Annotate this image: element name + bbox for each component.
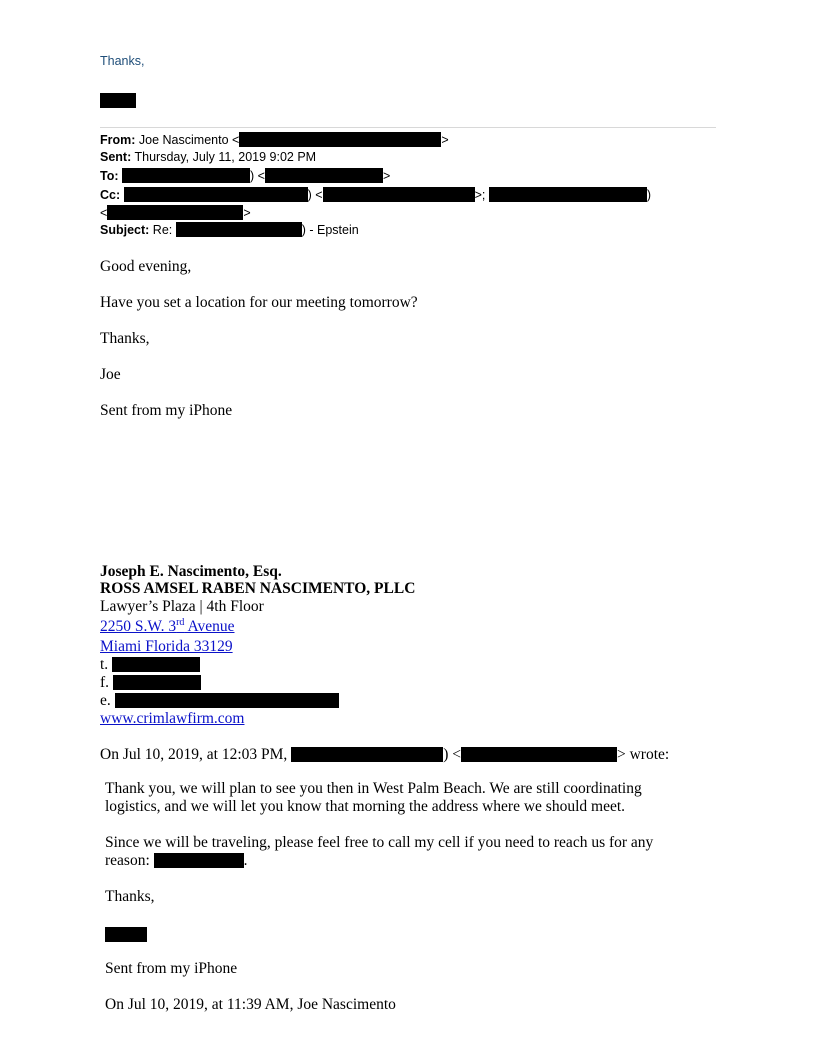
sent-line bbox=[100, 150, 316, 164]
cc-paren: ) bbox=[646, 188, 652, 202]
sig-website bbox=[100, 710, 244, 728]
body-sent-from: Sent from my iPhone bbox=[100, 402, 233, 419]
quote-p2-line2 bbox=[105, 852, 248, 870]
sig-name-text: Joseph E. Nascimento, Esq. bbox=[100, 563, 282, 580]
sig-address1: Lawyer’s Plaza | 4th Floor bbox=[100, 598, 264, 615]
quote-next-intro: On Jul 10, 2019, at 11:39 AM, Joe Nascimento bbox=[105, 996, 396, 1013]
sent-value: Thursday, July 11, 2019 9:02 PM bbox=[134, 150, 317, 164]
redacted-cc-name bbox=[124, 187, 308, 202]
redacted-quote-email bbox=[461, 747, 617, 762]
top-thanks: Thanks, bbox=[100, 54, 145, 68]
street-b: Avenue bbox=[184, 618, 235, 636]
quote-sent-from: Sent from my iPhone bbox=[105, 960, 238, 977]
redacted-fax bbox=[113, 675, 201, 690]
quote-p2-line1: Since we will be traveling, please feel free to call my cell if you need to reach us for any bbox=[105, 834, 654, 851]
street-a: 2250 S.W. 3 bbox=[100, 618, 177, 636]
f-label: f. bbox=[100, 674, 110, 691]
sig-city bbox=[100, 638, 233, 656]
from-close: > bbox=[441, 133, 449, 147]
quote-intro-suffix: > wrote: bbox=[616, 746, 670, 763]
t-label: t. bbox=[100, 656, 109, 673]
cc-sep: >; bbox=[474, 188, 486, 202]
cc2-close: > bbox=[243, 206, 251, 220]
quote-intro-mid: ) < bbox=[443, 746, 461, 763]
subject-label: Subject: bbox=[100, 223, 150, 237]
from-line bbox=[100, 132, 449, 147]
body-name: Joe bbox=[100, 366, 121, 383]
sig-fax bbox=[100, 674, 201, 692]
sig-street bbox=[100, 617, 235, 636]
redacted-to-email bbox=[265, 168, 383, 183]
quote-intro bbox=[100, 746, 669, 764]
redacted-subject bbox=[176, 222, 302, 237]
quote-intro-prefix: On Jul 10, 2019, at 12:03 PM, bbox=[100, 746, 288, 763]
city-link[interactable]: Miami Florida 33129 bbox=[100, 638, 233, 655]
cc-line-2 bbox=[100, 205, 251, 220]
to-line bbox=[100, 168, 390, 183]
redacted-quote-signature bbox=[105, 926, 147, 944]
to-mid: ) < bbox=[250, 169, 265, 183]
quote-p2-prefix: reason: bbox=[105, 852, 150, 869]
to-label: To: bbox=[100, 169, 119, 183]
cc-label: Cc: bbox=[100, 188, 121, 202]
quote-thanks: Thanks, bbox=[105, 888, 155, 905]
quote-p1-line2: logistics, and we will let you know that morning the address where we should meet. bbox=[105, 798, 626, 815]
redacted-signature bbox=[100, 92, 136, 110]
redacted-cell bbox=[154, 853, 244, 868]
redacted-cc-email-2 bbox=[107, 205, 243, 220]
redacted-cc-name-2 bbox=[489, 187, 647, 202]
greeting: Good evening, bbox=[100, 258, 192, 275]
sent-label: Sent: bbox=[100, 150, 132, 164]
sig-firm bbox=[100, 580, 415, 598]
sig-firm-text: ROSS AMSEL RABEN NASCIMENTO, PLLC bbox=[100, 580, 416, 597]
street-sup: rd bbox=[176, 617, 185, 628]
subject-prefix: Re: bbox=[152, 223, 173, 237]
street-link[interactable] bbox=[100, 618, 235, 635]
body-thanks: Thanks, bbox=[100, 330, 150, 347]
redacted-phone bbox=[112, 657, 200, 672]
redacted-from-email bbox=[239, 132, 441, 147]
question: Have you set a location for our meeting tomorrow? bbox=[100, 294, 418, 311]
cc-line bbox=[100, 187, 651, 202]
from-name: Joe Nascimento < bbox=[138, 133, 240, 147]
e-label: e. bbox=[100, 692, 111, 709]
cc2-open: < bbox=[100, 206, 108, 220]
website-link[interactable]: www.crimlawfirm.com bbox=[100, 710, 245, 727]
subject-line bbox=[100, 222, 359, 237]
redacted-to-name bbox=[122, 168, 250, 183]
sig-phone bbox=[100, 656, 200, 674]
sig-name bbox=[100, 563, 282, 581]
subject-suffix: ) - Epstein bbox=[301, 223, 359, 237]
cc-mid: ) < bbox=[307, 188, 323, 202]
to-close: > bbox=[382, 169, 391, 183]
redacted-cc-email bbox=[323, 187, 475, 202]
divider bbox=[100, 127, 716, 128]
redacted-email bbox=[115, 693, 339, 708]
quote-p1-line1: Thank you, we will plan to see you then in West Palm Beach. We are still coordinating bbox=[105, 780, 642, 797]
from-label: From: bbox=[100, 133, 136, 147]
sig-email bbox=[100, 692, 339, 710]
redacted-quote-name bbox=[291, 747, 443, 762]
quote-p2-suffix: . bbox=[243, 852, 248, 869]
